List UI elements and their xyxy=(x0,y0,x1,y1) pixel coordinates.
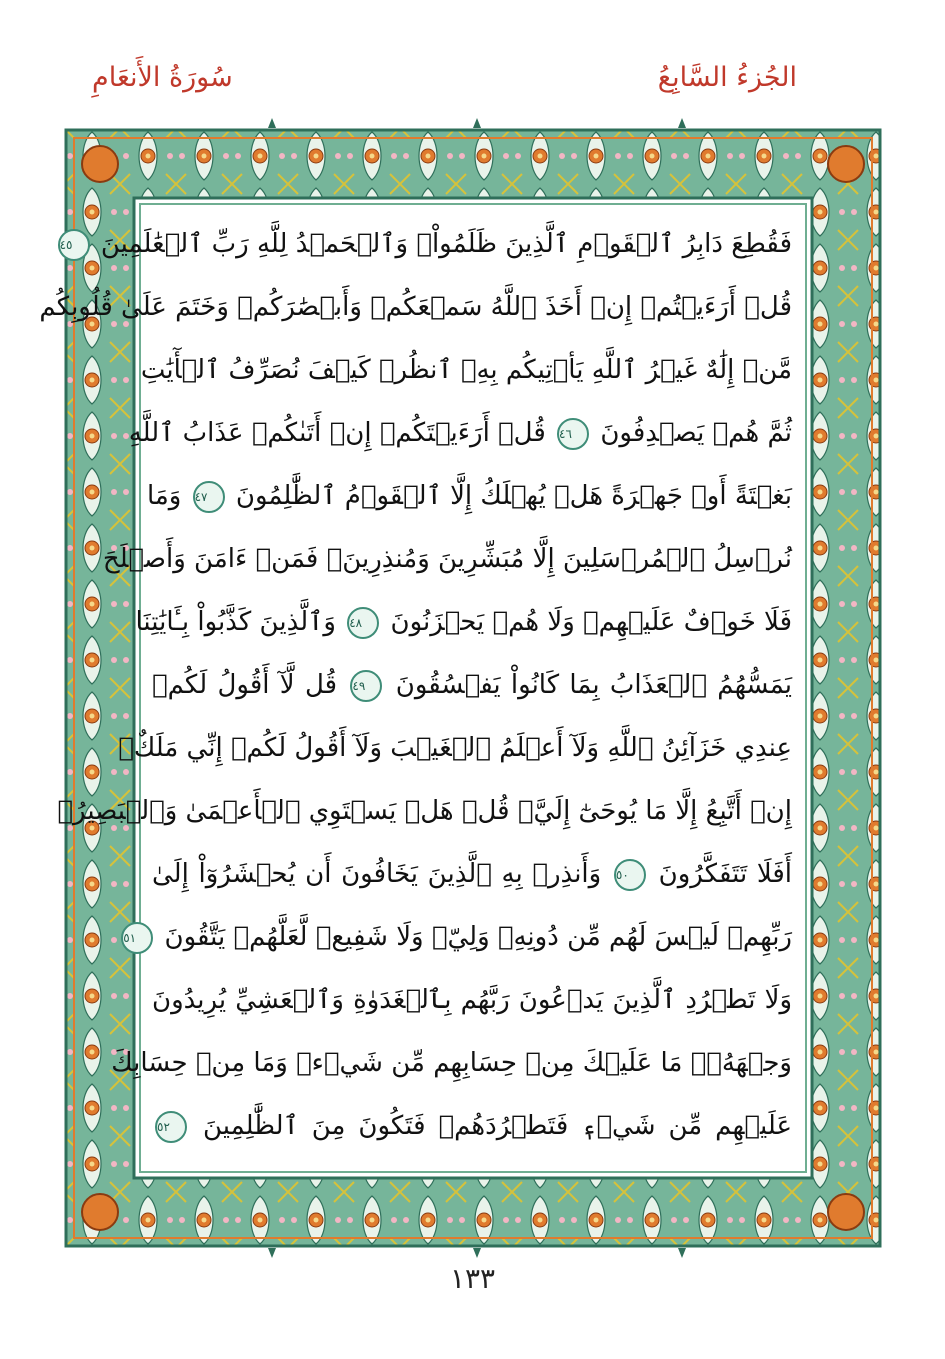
text-line xyxy=(152,846,792,902)
verse-text: وَٱلَّذِينَ كَذَّبُواْ بِـَٔايَٰتِنَا xyxy=(135,607,336,637)
ayah-marker-icon: ٥٠ xyxy=(614,859,646,891)
ayah-marker-icon: ٤٩ xyxy=(350,670,382,702)
ayah-marker-icon: ٥١ xyxy=(121,922,153,954)
verse-text: عَلَيۡهِم مِّن شَيۡءٖ فَتَطۡرُدَهُمۡ فَتَكُونَ مِنَ ٱلظَّٰلِمِينَ xyxy=(202,1111,793,1141)
verse-text: مَّنۡ إِلَٰهٌ غَيۡرُ ٱللَّهِ يَأۡتِيكُم بِهِۗ ٱنظُرۡ كَيۡفَ نُصَرِّفُ ٱلۡأٓيَٰتِ xyxy=(140,355,792,385)
verse-text: وَلَا تَطۡرُدِ ٱلَّذِينَ يَدۡعُونَ رَبَّهُم بِٱلۡغَدَوٰةِ وَٱلۡعَشِيِّ يُرِيدُونَ xyxy=(152,985,792,1015)
verse-text: نُرۡسِلُ ٱلۡمُرۡسَلِينَ إِلَّا مُبَشِّرِينَ وَمُنذِرِينَۖ فَمَنۡ ءَامَنَ وَأَصۡلَحَ xyxy=(102,544,792,574)
verse-text: يَمَسُّهُمُ ٱلۡعَذَابُ بِمَا كَانُواْ يَفۡسُقُونَ xyxy=(395,670,793,700)
ayah-marker-icon: ٤٥ xyxy=(58,229,90,261)
verse-text: وَجۡهَهُۥۖ مَا عَلَيۡكَ مِنۡ حِسَابِهِم مِّن شَيۡءٖ وَمَا مِنۡ حِسَابِكَ xyxy=(111,1048,792,1078)
text-line xyxy=(152,657,792,713)
text-line xyxy=(135,594,792,650)
text-line xyxy=(152,1098,792,1154)
text-line xyxy=(123,909,792,965)
ayah-marker-icon: ٤٧ xyxy=(193,481,225,513)
verse-text: ثُمَّ هُمۡ يَصۡدِفُونَ xyxy=(600,418,792,448)
verse-text: رَبِّهِمۡ لَيۡسَ لَهُم مِّن دُونِهِۦ وَلِيّٞ وَلَا شَفِيعٞ لَّعَلَّهُمۡ يَتَّقُونَ xyxy=(164,922,792,952)
ayah-marker-icon: ٤٨ xyxy=(347,607,379,639)
verse-text: وَمَا xyxy=(146,481,182,511)
verse-text: عِندِي خَزَآئِنُ ٱللَّهِ وَلَآ أَعۡلَمُ ٱلۡغَيۡبَ وَلَآ أَقُولُ لَكُمۡ إِنِّي مَلَكٌۖ xyxy=(118,733,792,763)
verse-text: وَأَنذِرۡ بِهِ ٱلَّذِينَ يَخَافُونَ أَن يُحۡشَرُوٓاْ إِلَىٰ xyxy=(152,859,602,889)
text-line xyxy=(59,216,792,272)
text-line xyxy=(39,279,792,335)
verse-text: قُلۡ أَرَءَيۡتُمۡ إِنۡ أَخَذَ ٱللَّهُ سَمۡعَكُمۡ وَأَبۡصَٰرَكُمۡ وَخَتَمَ عَلَىٰ قُلُوبِكُم xyxy=(39,292,792,322)
verse-text: بَغۡتَةً أَوۡ جَهۡرَةً هَلۡ يُهۡلَكُ إِلَّا ٱلۡقَوۡمُ ٱلظَّٰلِمُونَ xyxy=(235,481,792,511)
text-line xyxy=(140,342,792,398)
text-line xyxy=(128,405,792,461)
ayah-marker-icon: ٤٦ xyxy=(557,418,589,450)
juz-title: الجُزءُ السَّابِعُ xyxy=(657,62,797,93)
verse-text: قُلۡ أَرَءَيۡتَكُمۡ إِنۡ أَتَىٰكُمۡ عَذَابُ ٱللَّهِ xyxy=(128,418,546,448)
ayah-marker-icon: ٥٢ xyxy=(155,1111,187,1143)
text-line xyxy=(152,972,792,1028)
verse-text: قُل لَّآ أَقُولُ لَكُمۡ xyxy=(152,670,338,700)
verse-text: فَقُطِعَ دَابِرُ ٱلۡقَوۡمِ ٱلَّذِينَ ظَلَمُواْۚ وَٱلۡحَمۡدُ لِلَّهِ رَبِّ ٱلۡعَٰلَمِينَ xyxy=(100,229,792,259)
page-number: ١٣٣ xyxy=(449,1262,496,1295)
text-line xyxy=(146,468,792,524)
text-line xyxy=(102,531,792,587)
text-line xyxy=(57,783,792,839)
text-area xyxy=(39,206,800,1168)
surah-title: سُورَةُ الأَنعَامِ xyxy=(92,62,233,93)
verse-text: فَلَا خَوۡفٌ عَلَيۡهِمۡ وَلَا هُمۡ يَحۡزَنُونَ xyxy=(390,607,792,637)
text-line xyxy=(118,720,792,776)
verse-text: إِنۡ أَتَّبِعُ إِلَّا مَا يُوحَىٰٓ إِلَيَّۚ قُلۡ هَلۡ يَسۡتَوِي ٱلۡأَعۡمَىٰ وَٱلۡبَصِيرُۚ xyxy=(57,796,792,826)
verse-text: أَفَلَا تَتَفَكَّرُونَ xyxy=(658,859,793,889)
text-line xyxy=(111,1035,792,1091)
